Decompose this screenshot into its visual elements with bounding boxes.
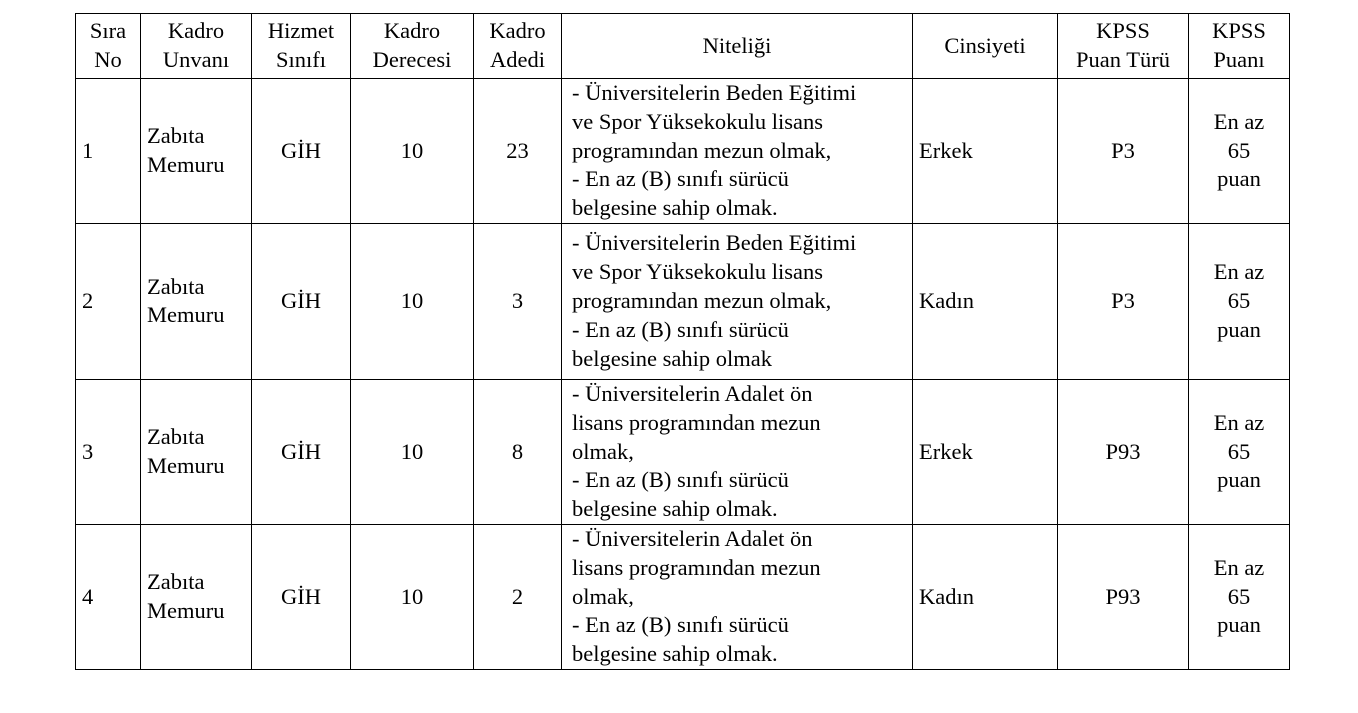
cell-puan-turu: P93 <box>1058 524 1189 669</box>
cell-nitelik: - Üniversitelerin Adalet ön lisans programından mezun olmak, - En az (B) sınıfı sürücü belgesine sahip olmak. <box>562 379 913 524</box>
header-cinsiyeti: Cinsiyeti <box>913 14 1058 79</box>
cell-puan: En az 65 puan <box>1189 79 1290 224</box>
table-row <box>76 379 1290 524</box>
cell-unvan: Zabıta Memuru <box>141 379 252 524</box>
cell-sira: 3 <box>76 379 141 524</box>
cell-adet: 8 <box>474 379 562 524</box>
cell-sira: 4 <box>76 524 141 669</box>
header-row <box>76 14 1290 79</box>
cell-cinsiyet: Kadın <box>913 223 1058 379</box>
cell-adet: 3 <box>474 223 562 379</box>
cell-sira: 1 <box>76 79 141 224</box>
cell-sinif: GİH <box>252 223 351 379</box>
cell-derece: 10 <box>351 223 474 379</box>
table-row <box>76 79 1290 224</box>
kadro-table <box>75 13 1290 670</box>
cell-sinif: GİH <box>252 524 351 669</box>
cell-adet: 23 <box>474 79 562 224</box>
cell-puan-turu: P3 <box>1058 223 1189 379</box>
cell-nitelik: - Üniversitelerin Beden Eğitimi ve Spor Yüksekokulu lisans programından mezun olmak, - En az (B) sınıfı sürücü belgesine sahip olmak. <box>562 79 913 224</box>
table-row <box>76 223 1290 379</box>
cell-derece: 10 <box>351 79 474 224</box>
cell-nitelik: - Üniversitelerin Beden Eğitimi ve Spor Yüksekokulu lisans programından mezun olmak, - En az (B) sınıfı sürücü belgesine sahip olmak <box>562 223 913 379</box>
header-kpss-puani: KPSS Puanı <box>1189 14 1290 79</box>
header-kadro-unvani: Kadro Unvanı <box>141 14 252 79</box>
header-kpss-puan-turu: KPSS Puan Türü <box>1058 14 1189 79</box>
cell-adet: 2 <box>474 524 562 669</box>
cell-puan-turu: P93 <box>1058 379 1189 524</box>
cell-puan: En az 65 puan <box>1189 524 1290 669</box>
cell-derece: 10 <box>351 379 474 524</box>
cell-unvan: Zabıta Memuru <box>141 524 252 669</box>
cell-cinsiyet: Erkek <box>913 379 1058 524</box>
cell-derece: 10 <box>351 524 474 669</box>
header-niteligi: Niteliği <box>562 14 913 79</box>
cell-cinsiyet: Kadın <box>913 524 1058 669</box>
cell-nitelik: - Üniversitelerin Adalet ön lisans programından mezun olmak, - En az (B) sınıfı sürücü belgesine sahip olmak. <box>562 524 913 669</box>
cell-unvan: Zabıta Memuru <box>141 79 252 224</box>
header-sira-no: Sıra No <box>76 14 141 79</box>
cell-puan: En az 65 puan <box>1189 223 1290 379</box>
table-row <box>76 524 1290 669</box>
header-hizmet-sinifi: Hizmet Sınıfı <box>252 14 351 79</box>
cell-puan-turu: P3 <box>1058 79 1189 224</box>
cell-cinsiyet: Erkek <box>913 79 1058 224</box>
header-kadro-derecesi: Kadro Derecesi <box>351 14 474 79</box>
cell-sira: 2 <box>76 223 141 379</box>
cell-sinif: GİH <box>252 379 351 524</box>
cell-sinif: GİH <box>252 79 351 224</box>
cell-unvan: Zabıta Memuru <box>141 223 252 379</box>
cell-puan: En az 65 puan <box>1189 379 1290 524</box>
header-kadro-adedi: Kadro Adedi <box>474 14 562 79</box>
